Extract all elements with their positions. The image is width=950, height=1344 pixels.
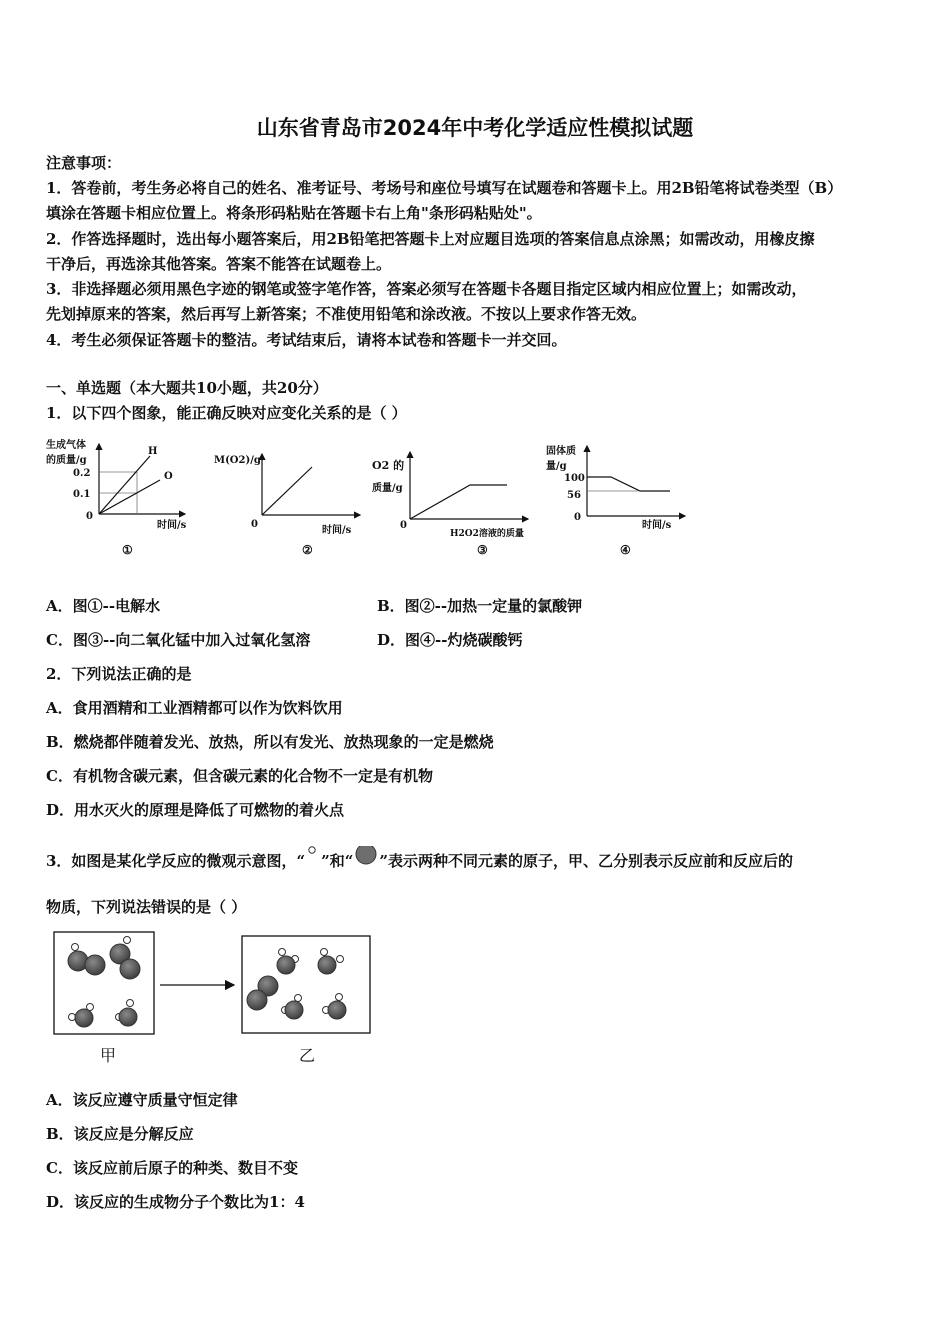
graph-2-xlabel: 时间/s	[322, 525, 352, 536]
before-label: 甲	[100, 1046, 117, 1065]
q2-stem: 2．下列说法正确的是	[46, 665, 192, 683]
graph-4-ylabel: 量/g	[546, 461, 567, 472]
graph-1	[46, 438, 187, 557]
graph-1-line-h-label: H	[148, 446, 158, 457]
section-heading: 一、单选题（本大题共10小题，共20分）	[46, 379, 328, 397]
q2-option-a[interactable]: A．食用酒精和工业酒精都可以作为饮料饮用	[46, 699, 343, 717]
q1-option-a[interactable]: A．图①--电解水	[46, 597, 161, 615]
graph-4	[546, 444, 685, 557]
graph-1-tick: 0.1	[73, 489, 91, 500]
notice-line: 填涂在答题卡相应位置上。将条形码粘贴在答题卡右上角"条形码粘贴处"。	[46, 204, 542, 222]
q3-option-b[interactable]: B．该反应是分解反应	[46, 1125, 194, 1143]
notice-line: 2．作答选择题时，选出每小题答案后，用2B铅笔把答题卡上对应题目选项的答案信息点涂黑；如需改动，用橡皮擦	[46, 230, 815, 248]
page-title: 山东省青岛市2024年中考化学适应性模拟试题	[256, 116, 694, 140]
graph-4-tick: 100	[564, 473, 585, 484]
q2-option-d[interactable]: D．用水灭火的原理是降低了可燃物的着火点	[46, 801, 345, 819]
q1-option-d[interactable]: D．图④--灼烧碳酸钙	[377, 631, 523, 649]
notice-line: 1．答卷前，考生务必将自己的姓名、准考证号、考场号和座位号填写在试题卷和答题卡上。用2B铅笔将试卷类型（B）	[46, 179, 843, 197]
graph-1-xlabel: 时间/s	[157, 520, 187, 531]
graph-3-line	[410, 485, 507, 519]
q2-option-c[interactable]: C．有机物含碳元素，但含碳元素的化合物不一定是有机物	[46, 767, 433, 785]
notice-heading: 注意事项：	[46, 154, 122, 172]
q1-option-c[interactable]: C．图③--向二氧化锰中加入过氧化氢溶	[46, 631, 311, 649]
graph-3-number: ③	[477, 543, 488, 557]
graph-1-line-o-label: O	[164, 471, 173, 482]
q3-stem-text: 3．如图是某化学反应的微观示意图，“	[46, 852, 306, 870]
graph-4-tick: 56	[567, 490, 581, 501]
q1-stem: 1．以下四个图象，能正确反映对应变化关系的是（ ）	[46, 404, 407, 422]
q3-option-c[interactable]: C．该反应前后原子的种类、数目不变	[46, 1159, 298, 1177]
graph-4-number: ④	[620, 543, 631, 557]
graph-1-origin: 0	[86, 511, 93, 522]
after-label: 乙	[299, 1046, 316, 1065]
graph-2-number: ②	[302, 543, 313, 557]
q3-option-d[interactable]: D．该反应的生成物分子个数比为1：4	[46, 1193, 305, 1211]
graph-1-tick: 0.2	[73, 468, 91, 479]
large-atom-icon	[353, 846, 379, 868]
graph-3	[372, 452, 528, 557]
graph-4-origin: 0	[574, 512, 581, 523]
q3-option-a[interactable]: A．该反应遵守质量守恒定律	[46, 1091, 238, 1109]
graph-4-xlabel: 时间/s	[642, 520, 672, 531]
graph-1-line-h	[99, 456, 150, 514]
graph-3-origin: 0	[400, 520, 407, 531]
q1-graphs	[40, 432, 720, 564]
graph-1-line-o	[99, 480, 160, 514]
q3-stem-line2: 物质，下列说法错误的是（ ）	[46, 898, 247, 916]
q1-option-b[interactable]: B．图②--加热一定量的氯酸钾	[377, 597, 583, 615]
graph-1-ylabel: 的质量/g	[46, 455, 87, 466]
notice-line: 先划掉原来的答案，然后再写上新答案；不准使用铅笔和涂改液。不按以上要求作答无效。	[46, 305, 647, 323]
notice-line: 4．考生必须保证答题卡的整洁。考试结束后，请将本试卷和答题卡一并交回。	[46, 331, 567, 349]
small-atom-icon	[305, 846, 321, 858]
graph-3-ylabel: 质量/g	[372, 483, 403, 494]
graph-2-ylabel: M(O2)/g	[214, 455, 261, 466]
notice-line: 干净后，再选涂其他答案。答案不能答在试题卷上。	[46, 255, 392, 273]
graph-3-ylabel: O2 的	[372, 459, 405, 472]
graph-1-ylabel: 生成气体	[46, 440, 86, 451]
graph-2-origin: 0	[251, 519, 258, 530]
graph-2	[214, 454, 360, 557]
graph-4-ylabel: 固体质	[546, 446, 576, 457]
notice-line: 3．非选择题必须用黑色字迹的钢笔或签字笔作答，答案必须写在答题卡各题目指定区域内相应位置上；如需改动，	[46, 280, 807, 298]
q3-stem-text: ”和“	[321, 852, 354, 870]
graph-1-number: ①	[122, 543, 133, 557]
q3-stem-text: ”表示两种不同元素的原子，甲、乙分别表示反应前和反应后的	[379, 852, 793, 870]
q3-stem	[46, 846, 793, 871]
graph-2-line	[262, 467, 312, 515]
q2-option-b[interactable]: B．燃烧都伴随着发光、放热，所以有发光、放热现象的一定是燃烧	[46, 733, 494, 751]
graph-3-xlabel: H2O2溶液的质量	[450, 529, 524, 539]
graph-4-line	[587, 477, 670, 491]
